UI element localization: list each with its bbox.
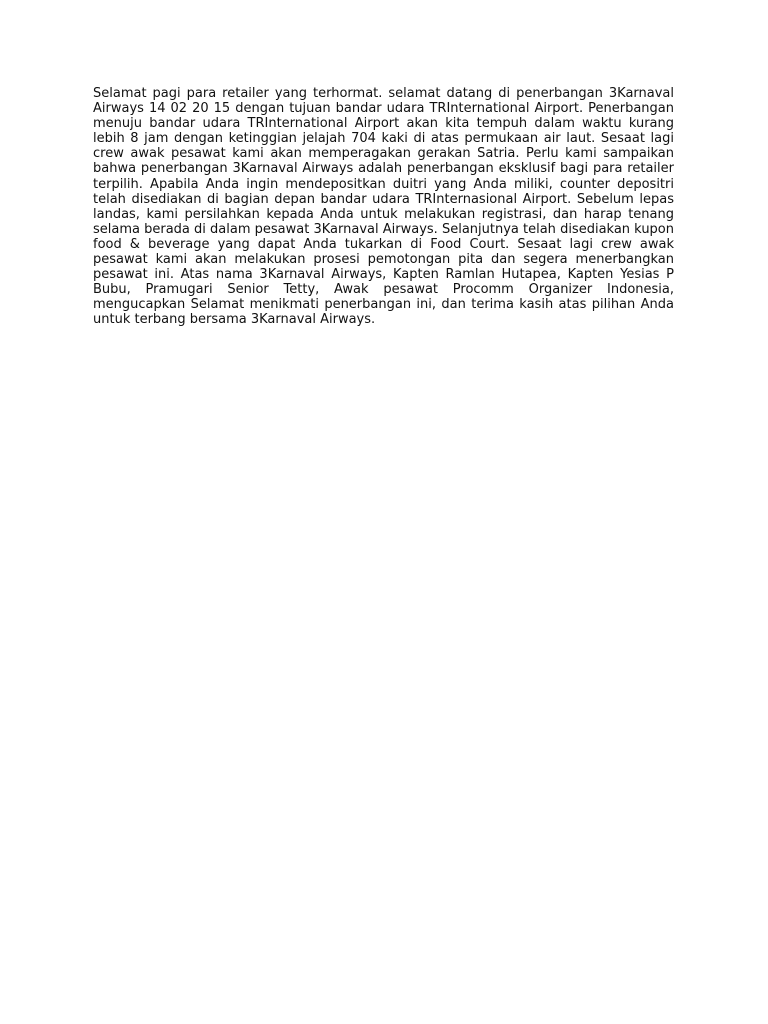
body-paragraph: Selamat pagi para retailer yang terhormat. selamat datang di penerbangan 3Karnaval Airways 14 02 20 15 dengan tujuan bandar udara TRInternational Airport. Penerbangan menuju bandar udara TRInternational Airport akan kita tempuh dalam waktu kurang lebih 8 jam dengan ketinggian jelajah 704 kaki di atas permukaan air laut. Sesaat lagi crew awak pesawat kami akan memperagakan gerakan Satria. Perlu kami sampaikan bahwa penerbangan 3Karnaval Airways adalah penerbangan eksklusif bagi para retailer terpilih. Apabila Anda ingin mendepositkan duitri yang Anda miliki, counter depositri telah disediakan di bagian depan bandar udara TRInternasional Airport. Sebelum lepas landas, kami persilahkan kepada Anda untuk melakukan registrasi, dan harap tenang selama berada di dalam pesawat 3Karnaval Airways. Selanjutnya telah disediakan kupon food & beverage yang dapat Anda tukarkan di Food Court. Sesaat lagi crew awak pesawat kami akan melakukan prosesi pemotongan pita dan segera menerbangkan pesawat ini. Atas nama 3Karnaval Airways, Kapten Ramlan Hutapea, Kapten Yesias P Bubu, Pramugari Senior Tetty, Awak pesawat Procomm Organizer Indonesia, mengucapkan Selamat menikmati penerbangan ini, dan terima kasih atas pilihan Anda untuk terbang bersama 3Karnaval Airways. — [93, 86, 674, 328]
